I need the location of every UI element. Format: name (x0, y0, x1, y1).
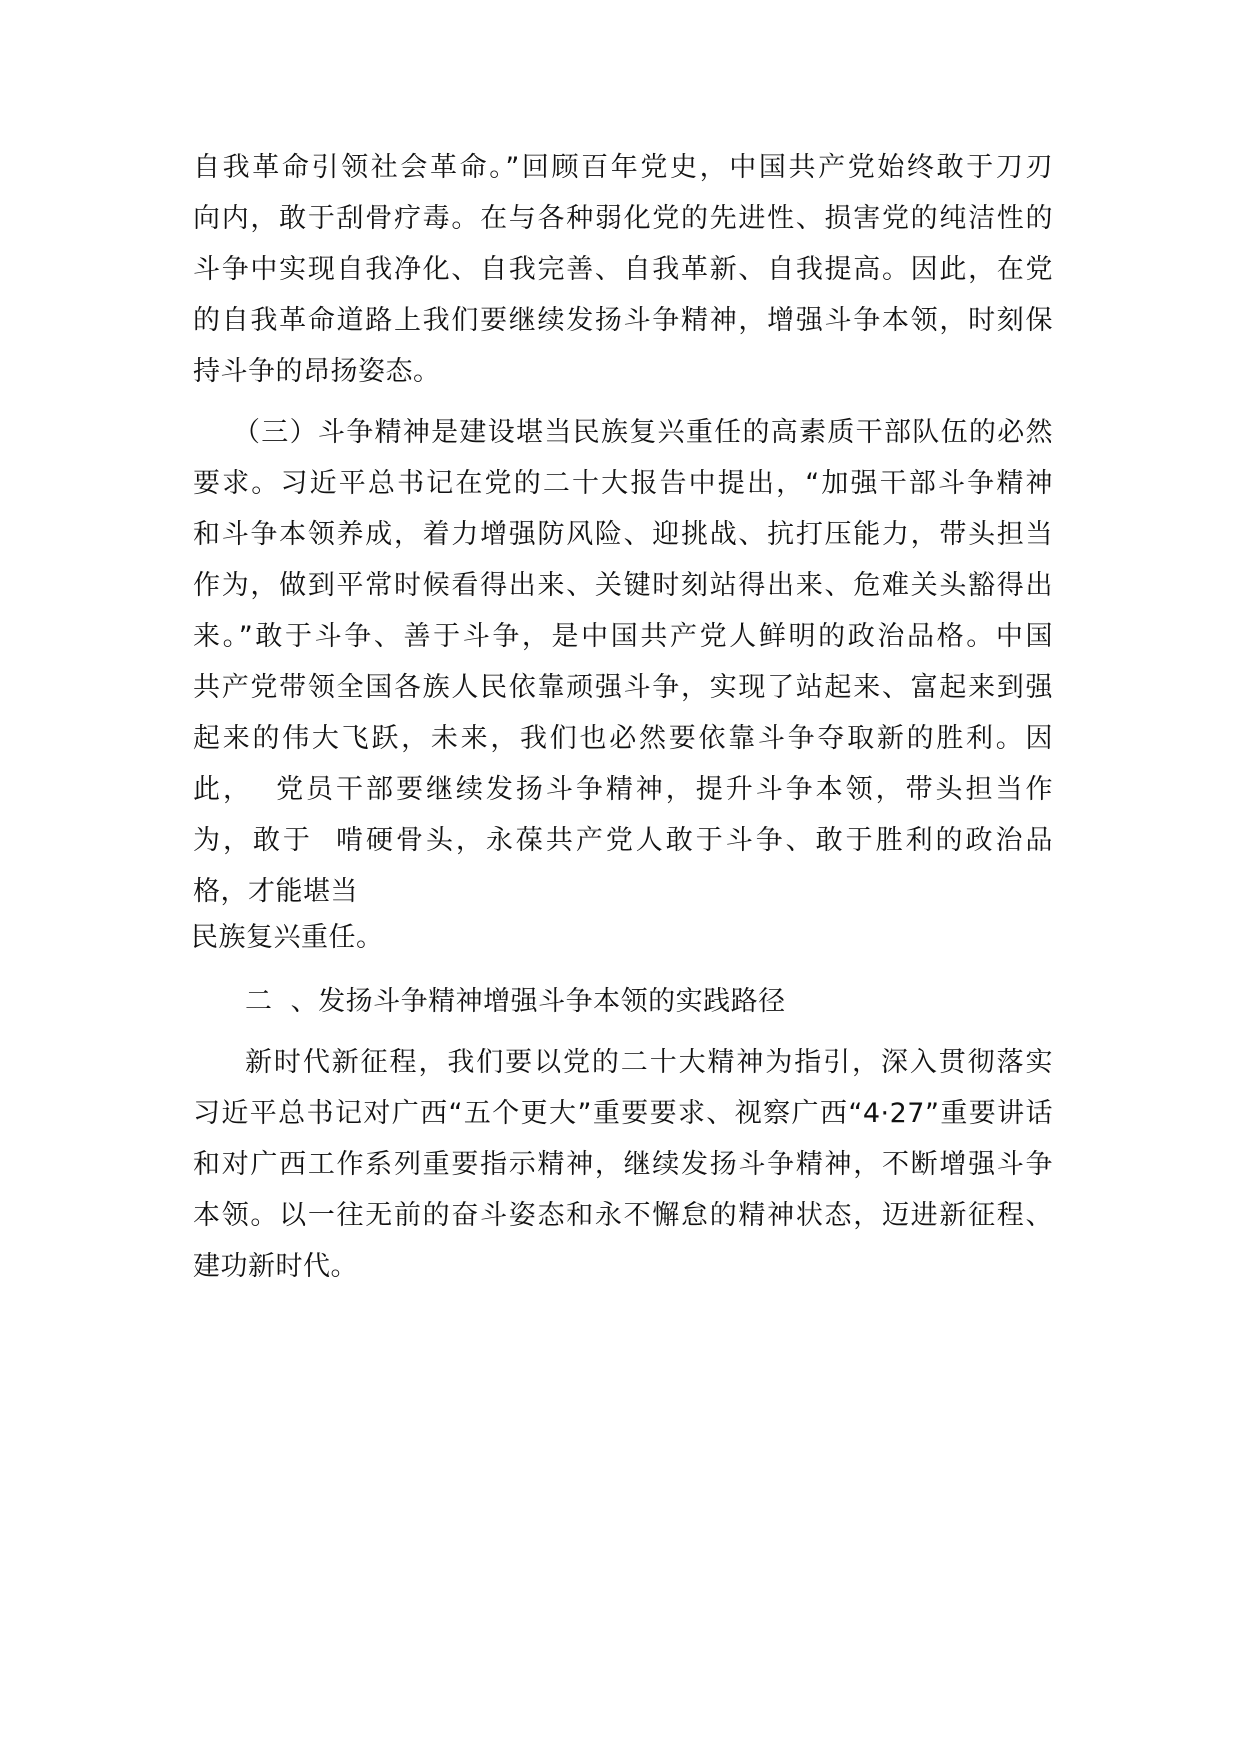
paragraph-2-line-11: 民族复兴重任。 (191, 922, 384, 953)
paragraph-2-line-7: 起来的伟大飞跃，未来，我们也必然要依靠斗争夺取新的胜利。因 (193, 723, 1053, 754)
paragraph-2-line-4: 作为，做到平常时候看得出来、关键时刻站得出来、危难关头豁得出 (193, 570, 1053, 601)
paragraph-3-line-3: 和对广西工作系列重要指示精神，继续发扬斗争精神，不断增强斗争 (193, 1149, 1053, 1180)
paragraph-1-line-4: 的自我革命道路上我们要继续发扬斗争精神，增强斗争本领，时刻保 (193, 305, 1053, 336)
paragraph-1-line-2: 向内，敢于刮骨疗毒。在与各种弱化党的先进性、损害党的纯洁性的 (193, 203, 1053, 234)
section-heading: 二 、发扬斗争精神增强斗争本领的实践路径 (245, 986, 786, 1017)
paragraph-2-line-6: 共产党带领全国各族人民依靠顽强斗争，实现了站起来、富起来到强 (193, 672, 1053, 703)
paragraph-2-line-10: 格，才能堪当 (193, 876, 358, 907)
paragraph-2-line-2: 要求。习近平总书记在党的二十大报告中提出，“加强干部斗争精神 (193, 468, 1053, 499)
paragraph-3-line-1: 新时代新征程，我们要以党的二十大精神为指引，深入贯彻落实 (245, 1047, 1053, 1078)
paragraph-1-line-1: 自我革命引领社会革命。”回顾百年党史，中国共产党始终敢于刀刃 (193, 152, 1053, 183)
paragraph-2-line-9: 为，敢于 啃硬骨头，永葆共产党人敢于斗争、敢于胜利的政治品 (193, 825, 1053, 856)
paragraph-3-line-4: 本领。以一往无前的奋斗姿态和永不懈怠的精神状态，迈进新征程、 (193, 1200, 1053, 1231)
paragraph-1-line-3: 斗争中实现自我净化、自我完善、自我革新、自我提高。因此，在党 (193, 254, 1053, 285)
paragraph-2-line-8: 此， 党员干部要继续发扬斗争精神，提升斗争本领，带头担当作 (193, 774, 1053, 805)
paragraph-3-line-2: 习近平总书记对广西“五个更大”重要要求、视察广西“4·27”重要讲话 (193, 1098, 1053, 1129)
paragraph-2-line-5: 来。”敢于斗争、善于斗争，是中国共产党人鲜明的政治品格。中国 (193, 621, 1053, 652)
paragraph-2-line-3: 和斗争本领养成，着力增强防风险、迎挑战、抗打压能力，带头担当 (193, 519, 1053, 550)
paragraph-2-line-1: （三）斗争精神是建设堪当民族复兴重任的高素质干部队伍的必然 (233, 417, 1053, 448)
paragraph-1-line-5: 持斗争的昂扬姿态。 (193, 356, 441, 387)
paragraph-3-line-5: 建功新时代。 (193, 1251, 358, 1282)
